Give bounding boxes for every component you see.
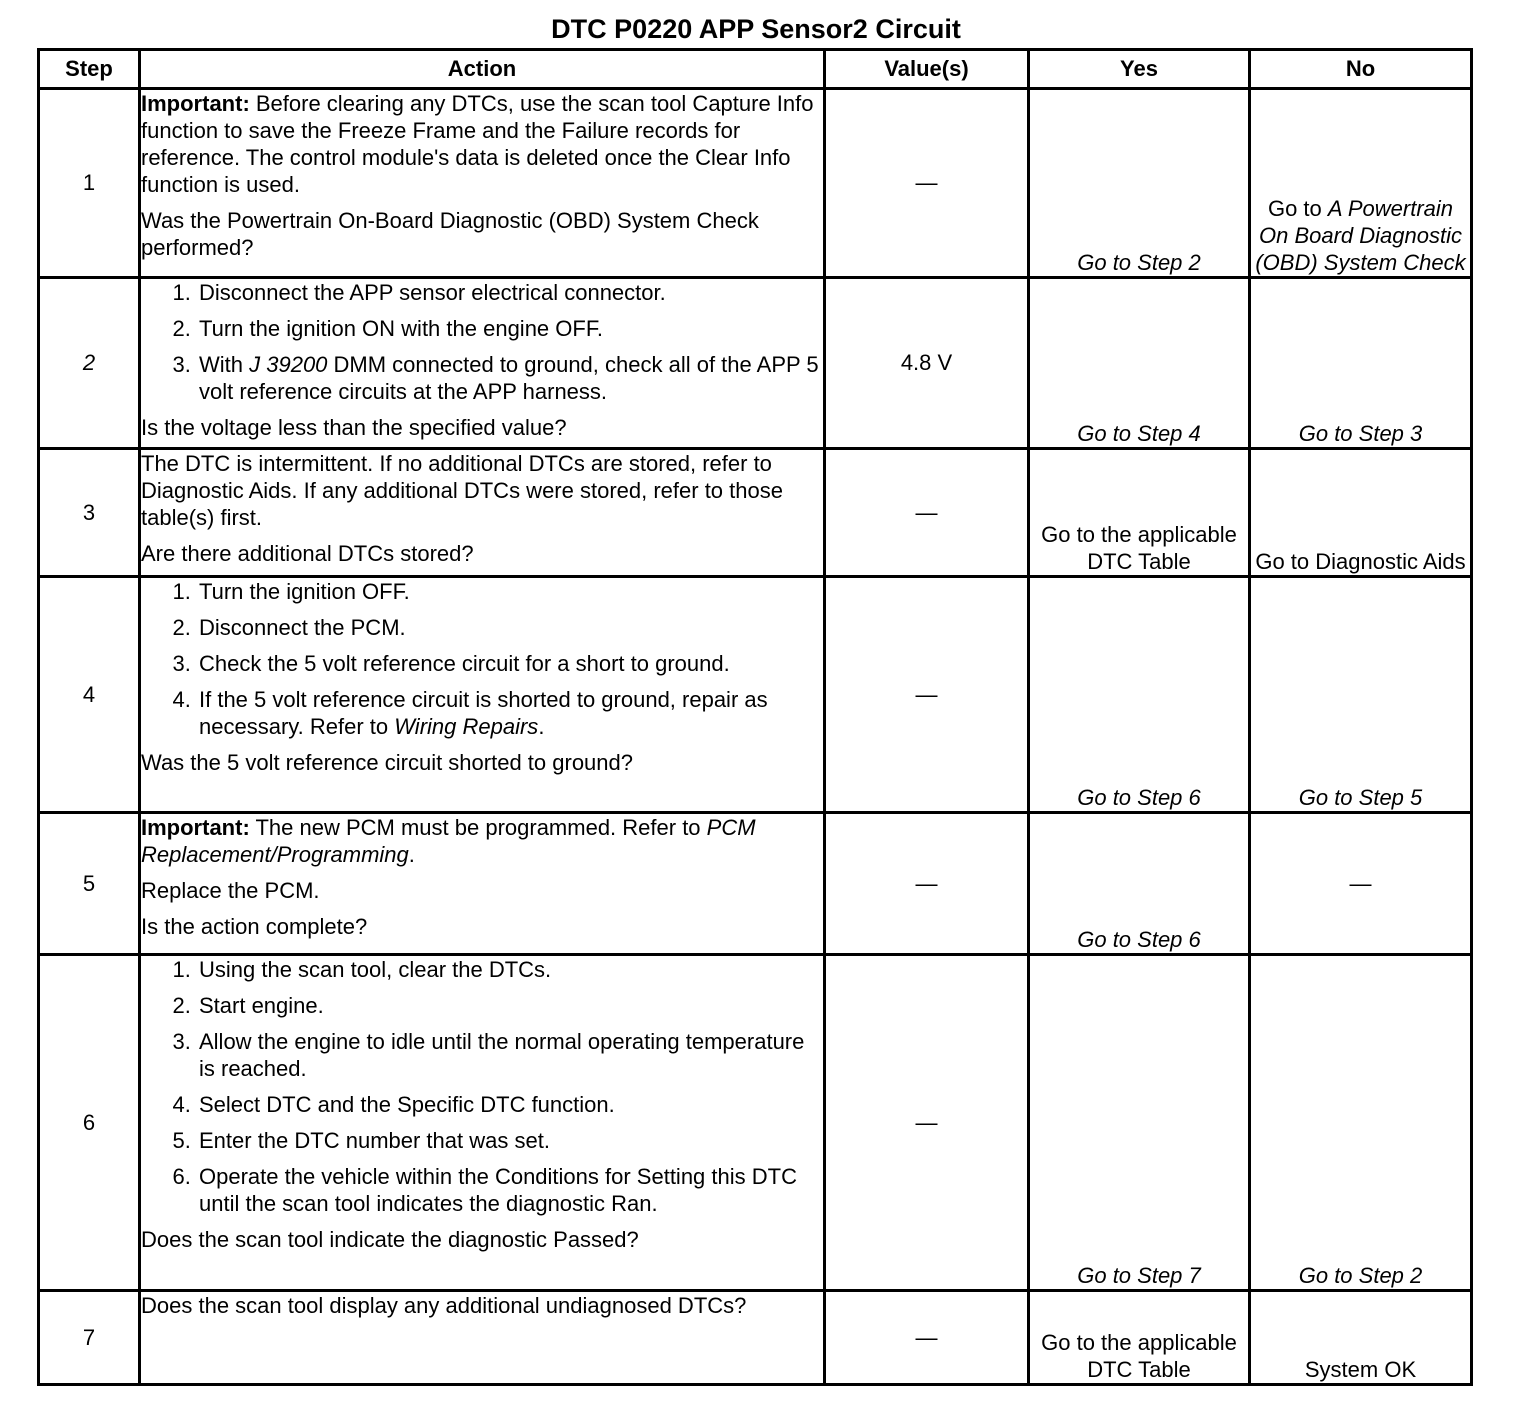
action-item — [197, 351, 823, 405]
table-row — [39, 89, 1472, 278]
action-item: 1. Turn the ignition OFF. — [197, 578, 823, 605]
important-label: Important: — [141, 815, 250, 840]
action-cell — [140, 577, 825, 813]
header-yes: Yes — [1029, 50, 1250, 89]
yes-cell: Go to Step 7 — [1029, 955, 1250, 1291]
action-cell — [140, 89, 825, 278]
action-list — [141, 279, 823, 405]
yes-cell: Go to Step 6 — [1029, 577, 1250, 813]
no-cell: Go to Step 2 — [1250, 955, 1472, 1291]
action-item — [197, 686, 823, 740]
item-text: . — [538, 714, 545, 739]
table-row — [39, 278, 1472, 449]
value-cell: — — [825, 955, 1029, 1291]
step-number: 1 — [39, 89, 140, 278]
table-row — [39, 955, 1472, 1291]
header-action: Action — [140, 50, 825, 89]
action-item: 2. Start engine. — [197, 992, 823, 1019]
action-cell — [140, 1291, 825, 1385]
important-note — [141, 814, 823, 868]
action-list — [141, 956, 823, 1217]
table-row — [39, 1291, 1472, 1385]
important-text: The new PCM must be programmed. Refer to — [249, 815, 707, 840]
yes-cell: Go to Step 6 — [1029, 813, 1250, 955]
yes-cell: Go to Step 4 — [1029, 278, 1250, 449]
action-item: 1. Using the scan tool, clear the DTCs. — [197, 956, 823, 983]
step-number: 5 — [39, 813, 140, 955]
value-cell: — — [825, 449, 1029, 577]
action-question: Was the Powertrain On-Board Diagnostic (OBD) System Check performed? — [141, 208, 759, 260]
action-cell — [140, 955, 825, 1291]
table-row — [39, 577, 1472, 813]
action-item: 2. Disconnect the PCM. — [197, 614, 823, 641]
no-link[interactable]: A Powertrain On Board Diagnostic (OBD) System Check — [1255, 196, 1466, 275]
action-item: 3. Check the 5 volt reference circuit for a short to ground. — [197, 650, 823, 677]
action-text: Replace the PCM. — [141, 878, 320, 903]
action-text: The DTC is intermittent. If no additional DTCs are stored, refer to Diagnostic Aids. If any additional DTCs were stored, refer to those table(s) first. — [141, 451, 783, 530]
action-question: Was the 5 volt reference circuit shorted to ground? — [141, 750, 633, 775]
header-no: No — [1250, 50, 1472, 89]
header-step: Step — [39, 50, 140, 89]
action-item: 1. Disconnect the APP sensor electrical connector. — [197, 279, 823, 306]
no-cell: — — [1250, 813, 1472, 955]
important-label: Important: — [141, 91, 250, 116]
action-question: Are there additional DTCs stored? — [141, 541, 474, 566]
no-cell: Go to Step 3 — [1250, 278, 1472, 449]
action-list — [141, 578, 823, 740]
action-cell — [140, 449, 825, 577]
no-cell — [1250, 89, 1472, 278]
action-question: Does the scan tool display any additional undiagnosed DTCs? — [141, 1293, 747, 1318]
no-cell: Go to Step 5 — [1250, 577, 1472, 813]
page-title: DTC P0220 APP Sensor2 Circuit — [551, 14, 961, 44]
action-question: Does the scan tool indicate the diagnostic Passed? — [141, 1227, 639, 1252]
step-number: 4 — [39, 577, 140, 813]
step-number: 7 — [39, 1291, 140, 1385]
action-item: 3. Allow the engine to idle until the normal operating temperature is reached. — [197, 1028, 823, 1082]
action-item: 6. Operate the vehicle within the Conditions for Setting this DTC until the scan tool indicates the diagnostic Ran. — [197, 1163, 823, 1217]
table-row — [39, 449, 1472, 577]
item-text: With — [199, 352, 250, 377]
no-cell: System OK — [1250, 1291, 1472, 1385]
important-end: . — [408, 842, 415, 867]
no-prefix: Go to — [1267, 196, 1328, 221]
action-question: Is the voltage less than the specified value? — [141, 415, 567, 440]
yes-cell: Go to the applicable DTC Table — [1029, 1291, 1250, 1385]
no-cell: Go to Diagnostic Aids — [1250, 449, 1472, 577]
value-cell: — — [825, 813, 1029, 955]
value-cell: — — [825, 1291, 1029, 1385]
value-cell: — — [825, 577, 1029, 813]
action-item: 5. Enter the DTC number that was set. — [197, 1127, 823, 1154]
important-text: Before clearing any DTCs, use the scan tool Capture Info function to save the Freeze Frame and the Failure records for reference. The control module's data is deleted once the Clear Info function is used. — [141, 91, 814, 197]
step-number: 3 — [39, 449, 140, 577]
reference-link[interactable]: PCM Replacement/Programming — [141, 815, 756, 867]
step-number: 6 — [39, 955, 140, 1291]
tool-name: J 39200 — [249, 352, 328, 377]
reference-link[interactable]: Wiring Repairs — [394, 714, 539, 739]
value-cell: 4.8 V — [825, 278, 1029, 449]
table-row — [39, 813, 1472, 955]
step-number: 2 — [39, 278, 140, 449]
table-header-row — [39, 50, 1472, 89]
value-cell: — — [825, 89, 1029, 278]
action-cell — [140, 813, 825, 955]
header-values: Value(s) — [825, 50, 1029, 89]
item-text: DMM connected to ground, check all of the APP 5 volt reference circuits at the APP harness. — [199, 352, 819, 404]
important-note — [141, 90, 823, 198]
dtc-table — [37, 48, 1473, 1386]
action-cell — [140, 278, 825, 449]
yes-cell: Go to the applicable DTC Table — [1029, 449, 1250, 577]
action-item: 2. Turn the ignition ON with the engine OFF. — [197, 315, 823, 342]
yes-cell: Go to Step 2 — [1029, 89, 1250, 278]
item-text: If the 5 volt reference circuit is shorted to ground, repair as necessary. Refer to — [199, 687, 768, 739]
action-question: Is the action complete? — [141, 914, 368, 939]
action-item: 4. Select DTC and the Specific DTC function. — [197, 1091, 823, 1118]
